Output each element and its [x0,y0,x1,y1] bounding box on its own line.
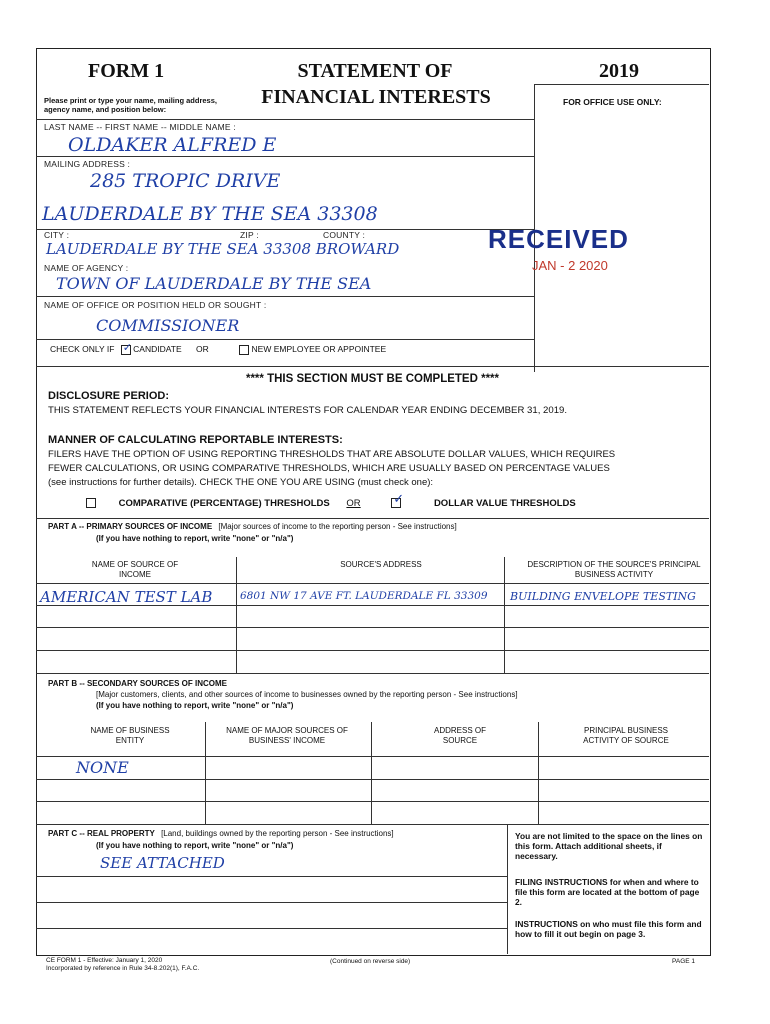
part-b-note: [Major customers, clients, and other sources of income to businesses owned by the reporting person - See instructions] [96,690,518,699]
office-value[interactable]: COMMISSIONER [96,316,240,335]
part-c-none-note: (If you have nothing to report, write "none" or "n/a") [96,841,294,850]
city-label: CITY : [44,230,70,240]
form-title-line1: STATEMENT OF [297,60,453,82]
part-c-note: [Land, buildings owned by the reporting person - See instructions] [161,829,394,838]
part-b-col-activity: PRINCIPAL BUSINESS ACTIVITY OF SOURCE [583,726,669,745]
threshold-or: OR [346,498,361,509]
part-a-col-address: SOURCE'S ADDRESS [340,560,422,569]
agency-label: NAME OF AGENCY : [44,263,129,273]
manner-text-2: FEWER CALCULATIONS, OR USING COMPARATIVE THRESHOLDS, WHICH ARE USUALLY BASED ON PERCENTAGE VALUES [48,463,610,474]
disclosure-heading: DISCLOSURE PERIOD: [48,390,170,402]
mailing-label: MAILING ADDRESS : [44,159,131,169]
candidate-row [50,341,387,355]
must-complete-banner: **** THIS SECTION MUST BE COMPLETED **** [245,373,500,385]
part-c-heading: PART C -- REAL PROPERTY [48,829,155,838]
footer-left-1: CE FORM 1 - Effective: January 1, 2020 [46,957,163,964]
form-number: FORM 1 [88,60,165,82]
received-stamp [484,218,656,298]
office-use-label: FOR OFFICE USE ONLY: [563,97,662,107]
footer-left-2: Incorporated by reference in Rule 34-8.202(1), F.A.C. [46,965,200,972]
manner-text-3: (see instructions for further details). CHECK THE ONE YOU ARE USING (must check one): [48,477,434,488]
agency-value[interactable]: TOWN OF LAUDERDALE BY THE SEA [56,274,372,293]
manner-text-1: FILERS HAVE THE OPTION OF USING REPORTING THRESHOLDS THAT ARE ABSOLUTE DOLLAR VALUES, WHICH REQUIRES [48,449,616,460]
dollar-checkbox[interactable]: ✓ [393,491,405,507]
dollar-label: DOLLAR VALUE THRESHOLDS [433,498,576,509]
part-c-side-note-3: INSTRUCTIONS on who must file this form and how to fill it out begin on page 3. [515,919,702,939]
comparative-label: COMPARATIVE (PERCENTAGE) THRESHOLDS [118,498,330,509]
part-a-col-description: DESCRIPTION OF THE SOURCE'S PRINCIPAL BUSINESS ACTIVITY [527,560,701,579]
part-a-row1-description[interactable]: BUILDING ENVELOPE TESTING [510,590,696,603]
part-a-heading-row [48,522,457,532]
zip-label: ZIP : [240,230,259,240]
check-only-label: CHECK ONLY IF [50,344,115,354]
part-c-side-note-1: You are not limited to the space on the lines on this form. Attach additional sheets, if necessary. [515,831,703,861]
manner-heading: MANNER OF CALCULATING REPORTABLE INTERESTS: [48,434,343,446]
part-c-row1[interactable]: SEE ATTACHED [100,854,225,872]
mailing-value-line1[interactable]: 285 TROPIC DRIVE [90,170,281,192]
stamp-date: JAN - 2 2020 [532,258,608,273]
comparative-checkbox[interactable] [86,498,96,508]
city-value[interactable]: LAUDERDALE BY THE SEA 33308 BROWARD [46,240,400,258]
candidate-checkbox[interactable]: ✓ [122,341,132,354]
disclosure-text: THIS STATEMENT REFLECTS YOUR FINANCIAL INTERESTS FOR CALENDAR YEAR ENDING DECEMBER 31, 2019. [48,405,568,416]
part-b-col-address: ADDRESS OF SOURCE [433,726,486,745]
part-b-heading: PART B -- SECONDARY SOURCES OF INCOME [48,679,227,688]
new-employee-checkbox[interactable] [239,345,249,355]
part-a-row1-name[interactable]: AMERICAN TEST LAB [40,588,213,606]
part-b-col-entity: NAME OF BUSINESS ENTITY [90,726,170,745]
form-title-line2: FINANCIAL INTERESTS [261,86,491,108]
threshold-row [86,491,576,509]
part-a-row1-address[interactable]: 6801 NW 17 AVE FT. LAUDERDALE FL 33309 [240,590,488,602]
part-b-none-note: (If you have nothing to report, write "none" or "n/a") [96,701,294,710]
header-instructions: Please print or type your name, mailing address, agency name, and position below: [44,96,217,114]
name-value[interactable]: OLDAKER ALFRED E [68,134,277,156]
office-label: NAME OF OFFICE OR POSITION HELD OR SOUGHT : [44,300,267,310]
part-b-row1-entity[interactable]: NONE [76,758,129,777]
footer-page: PAGE 1 [672,958,696,965]
part-a-col-name: NAME OF SOURCE OF INCOME [91,560,179,579]
form-year: 2019 [599,60,639,82]
part-a-none-note: (If you have nothing to report, write "none" or "n/a") [96,534,294,543]
candidate-label: CANDIDATE [133,344,182,354]
new-employee-label: NEW EMPLOYEE OR APPOINTEE [251,344,387,354]
or-label: OR [196,344,209,354]
part-a-note: [Major sources of income to the reporting person - See instructions] [218,522,457,531]
mailing-value-line2[interactable]: LAUDERDALE BY THE SEA 33308 [42,203,378,225]
footer-center: (Continued on reverse side) [330,958,411,965]
county-label: COUNTY : [323,230,366,240]
stamp-text: RECEIVED [488,224,629,254]
part-a-heading: PART A -- PRIMARY SOURCES OF INCOME [48,522,213,531]
part-c-side-note-2: FILING INSTRUCTIONS for when and where to file this form are located at the bottom of page 2. [515,877,700,907]
name-label: LAST NAME -- FIRST NAME -- MIDDLE NAME : [44,122,236,132]
part-c-heading-row [48,829,394,839]
part-b-col-sources: NAME OF MAJOR SOURCES OF BUSINESS' INCOME [226,726,348,745]
